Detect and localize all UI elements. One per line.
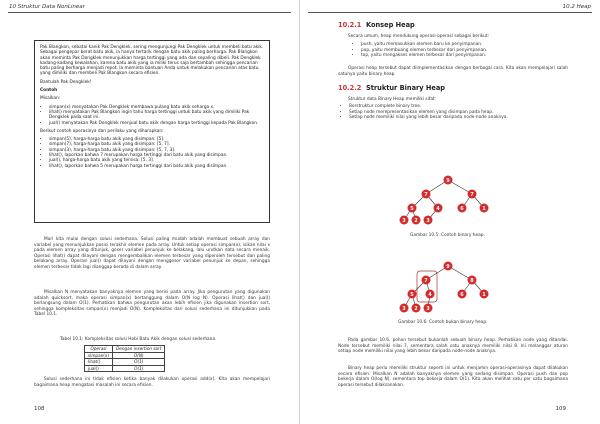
section-title: Struktur Binary Heap: [365, 84, 446, 92]
right-page: [300, 0, 600, 424]
property-list: [340, 104, 568, 121]
paragraph: Operasi heap tersebut dapat diimplementasikan dengan berbagai cara. Kita akan mempelajari salah satunya yaitu binary heap.: [338, 66, 568, 77]
list-item: • Setiap node merepresentasikan elemen yang disimpan pada heap.: [349, 110, 568, 116]
list-item: • jual(), harga-harga batu akik yang tersisa: [5, 3].: [49, 158, 264, 163]
node-label: 5: [410, 291, 414, 298]
node-label: 3: [402, 217, 406, 224]
section-number: 10.2.1: [338, 21, 362, 29]
running-header: 10 Struktur Data NonLinear: [9, 4, 85, 10]
section-number: 10.2.2: [338, 84, 362, 92]
table-cell: lihat(): [85, 359, 113, 366]
paragraph: Solusi sederhana ini tidak efisien ketika banyak dilakukan operasi add(x). Kita akan mempelajari bagaimana heap mengatasi masalah ini secara efisien.: [34, 377, 270, 388]
operation-list: [40, 137, 264, 169]
table-cell: jual(): [85, 365, 113, 372]
figure-caption: Gambar 10.5: Contoh binary heap.: [410, 233, 485, 238]
list-item: • pop, yaitu membuang elemen terbesar dari penyimpanan.: [361, 48, 568, 54]
table-row: [85, 365, 165, 372]
node-label: 5: [410, 205, 414, 212]
list-item: • jual() menyatakan Pak Dengklek menjual batu akik dengan harga tertinggi kepada Pak Blangkon.: [49, 121, 264, 126]
list-item: • simpan(x) menyatakan Pak Dengklek membawa pulang batu akik seharga x.: [49, 105, 264, 110]
table-cell: O(1): [113, 359, 165, 366]
non-heap-diagram: [390, 258, 510, 318]
list-item: • lihat(), laporkan bahwa 5 merupakan harga tertinggi dari batu akik yang disimpan.: [49, 164, 264, 169]
paragraph: Pada gambar 10.6, pohon tersebut bukanlah sebuah binary heap. Perhatikan node yang ditandai. Node tersebut memiliki nilai 7, sementara salah satu anaknya memiliki nilai 8. Ini melanggar aturan setiap node memiliki nilai yang lebih besar daripada node-node anaknya.: [338, 338, 568, 355]
node-label: 9: [446, 177, 450, 184]
paragraph: Binary heap perlu memiliki struktur seperti ini untuk menjamin operasi-operasinya dapat dilakukan secara efisien. Misalkan N adalah banyaknya elemen yang sedang disimpan. Operasi push dan pop bekerja dalam O(log N), sementara top bekerja dalam O(1). Kita akan melihat satu per satu bagaimana operasi tersebut dilaksanakan.: [338, 366, 568, 388]
list-item: • Setiap node memiliki nilai yang lebih besar daripada node-node anaknya.: [349, 115, 568, 121]
problem-help: Bantulah Pak Dengklek!: [40, 79, 92, 85]
operation-list: [352, 42, 568, 59]
page-number: 108: [34, 406, 45, 412]
table-header: Dengan insertion sort: [113, 346, 165, 353]
node-label: 7: [424, 277, 428, 284]
node-label: 1: [482, 291, 486, 298]
header-rule: [308, 12, 592, 13]
section-heading-2: [338, 84, 445, 92]
list-item: • simpan(3), harga-harga batu akik yang disimpan: [5, 7, 3].: [49, 148, 264, 153]
problem-intro: Pak Blangkon, sebatai kanik Pak Dengklek, sering mengunjungi Pak Dengklek untuk membeli batu akik. Sebagai pengepar berat batu akik, ia hanya tertarik dengan batu akik paling berharga. Pak Blangkon akan meminta Pak Dengklek menunjukkan harga tertinggi yang ada dan sepaling dibeli. Pak Dengklek kadang-kadang kewalahan, karena batu akik yang ia miliki terus saja bertambah sehingga pencarian batu paling berharga menjadi repot. Ia meminta bantuan Anda untuk melakukan pencarian atas batu yang dimiliki dan membeli Pak Blangkon secara efisien.: [40, 45, 264, 77]
node-label: 4: [436, 205, 440, 212]
list-item: • simpan(7), harga-harga batu akik yang disimpan: [5, 7].: [49, 142, 264, 147]
node-label: 6: [460, 205, 464, 212]
table-cell: O(1): [113, 365, 165, 372]
running-header: 10.2 Heap: [562, 4, 591, 10]
section-title: Konsep Heap: [365, 21, 415, 29]
table-caption: Tabel 10.1: Kompleksitas solusi Hobi Batu Akik dengan solusi sederhana.: [60, 337, 217, 342]
example-label: Contoh: [40, 88, 58, 94]
table-cell: O(N): [113, 352, 165, 359]
node-label: 9: [446, 263, 450, 270]
list-item: • lihat() menyatakan Pak Blangkon ingin tahu harga tertinggi untuk batu akik yang dimiliki Pak Dengklek pada saat ini.: [49, 110, 264, 121]
list-item: • push, yaitu memasukkan elemen baru ke penyimpanan.: [361, 42, 568, 48]
node-label: 6: [460, 291, 464, 298]
binary-heap-diagram: [390, 170, 510, 230]
table-cell: simpan(x): [85, 352, 113, 359]
problem-box: [34, 40, 270, 223]
section-heading-1: [338, 21, 415, 29]
table-header-row: [85, 346, 165, 353]
node-label: 4: [428, 291, 432, 298]
table-header: Operasi: [85, 346, 113, 353]
node-label: 7: [424, 191, 428, 198]
paragraph: Mari kita mulai dengan solusi sederhana. Solusi paling mudah adalah membuat sebuah array dan variabel yang menunjukkan posisi terakhir elemen pada array. Untuk setiap operasi simpan(x), isikan nilai x pada elemen array yang ditunjuk, geser variabel penunjuk ke belakang, lalu urutkan data secara menaik. Operasi lihat() dapat dilayani dengan mengembalikan elemen terbesar yang diperoleh tersebut dan paling belakang array. Operasi jual() dapat dilayani dengan menggeser variabel penunjuk ke depan, sehingga elemen terbesar tidak lagi dianggap berada di dalam array.: [34, 237, 270, 270]
node-label: 8: [470, 277, 474, 284]
header-rule: [8, 12, 291, 13]
page-number: 109: [555, 406, 566, 412]
node-label: 3: [402, 305, 406, 312]
node-label: 1: [482, 205, 486, 212]
list-item: • top, yaitu mengakses elemen terbesar dari penyimpanan.: [361, 53, 568, 59]
complexity-table: [84, 345, 165, 372]
suppose-text: Misalkan:: [40, 96, 61, 102]
paragraph: Misalkan N menyatakan banyaknya elemen yang berisi pada array. Jika pengurutan yang digunakan adalah quicksort, maka operasi simpan(x) bertanggung dalam O(N log N). Operasi lihat() dan jual() berlangsung dalam O(1). Perhatikan bahwa pengurutan akan lebih efisien jika digunakan insertion sort, sehingga kompleksitas simpan(x) menjadi O(N). Kompleksitas dari solusi sederhana ini ditunjukkan pada Tabel 10.1.: [34, 290, 270, 318]
figure-caption: Gambar 10.6: Contoh bukan binary heap.: [398, 320, 488, 325]
paragraph: Secara umum, heap mendukung operasi-operasi sebagai berikut:: [348, 34, 490, 39]
list-item: • lihat(), laporkan bahwa 7 merupakan harga tertinggi dari batu akik yang disimpan.: [49, 153, 264, 158]
list-item: • simpan(5), harga-harga batu akik yang disimpan: [5].: [49, 137, 264, 142]
node-label: 7: [470, 191, 474, 198]
node-label: 2: [414, 305, 418, 312]
paragraph: Struktur data Binary Heap memiliki sifat:: [348, 97, 437, 102]
list-item: • Berstruktur complete binary tree.: [349, 104, 568, 110]
node-label: 3: [426, 305, 430, 312]
node-label: 3: [426, 217, 430, 224]
node-label: 2: [414, 217, 418, 224]
definition-list: [40, 105, 264, 126]
following-text: Berikut contoh operasinya dan perilaku yang diharapkan:: [40, 128, 164, 134]
